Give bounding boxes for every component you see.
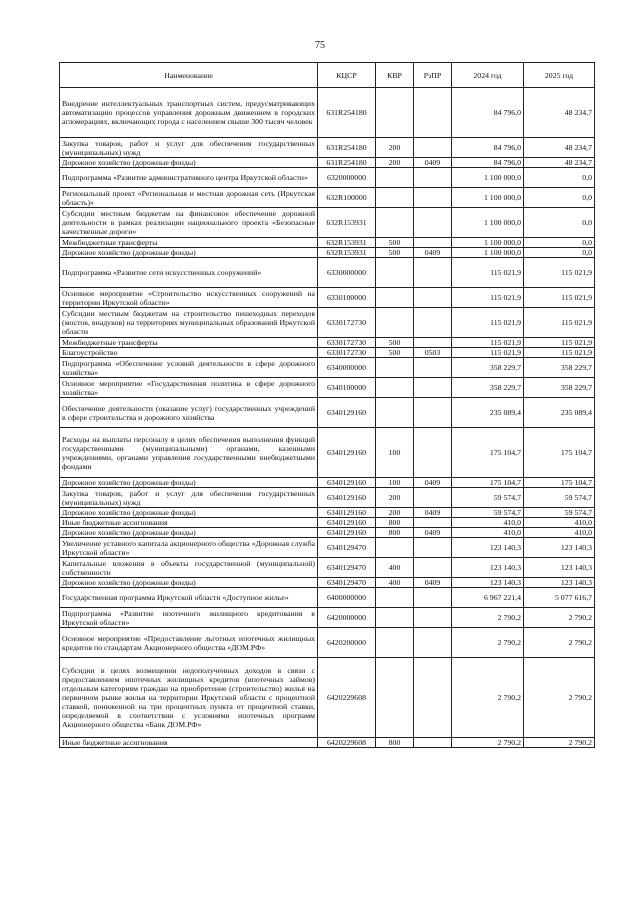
- cell-name: Иные бюджетные ассигнования: [60, 518, 318, 528]
- cell-rzpr: [414, 518, 452, 528]
- cell-kcsr: 6340129160: [318, 518, 376, 528]
- cell-kcsr: 6340129160: [318, 508, 376, 518]
- cell-2024: 123 140,3: [452, 578, 524, 588]
- table-row: [60, 628, 595, 658]
- cell-rzpr: [414, 538, 452, 558]
- cell-2025: 5 077 616,7: [524, 588, 595, 608]
- cell-rzpr: [414, 658, 452, 738]
- cell-kcsr: 6330172730: [318, 338, 376, 348]
- cell-2025: 115 021,9: [524, 308, 595, 338]
- table-row: [60, 138, 595, 158]
- cell-2025: 175 104,7: [524, 428, 595, 478]
- cell-2024: 2 790,2: [452, 738, 524, 748]
- cell-name: Межбюджетные трансферты: [60, 338, 318, 348]
- table-row: [60, 308, 595, 338]
- cell-2024: 235 089,4: [452, 398, 524, 428]
- table-row: [60, 378, 595, 398]
- budget-table: [59, 62, 595, 748]
- cell-2025: 59 574,7: [524, 488, 595, 508]
- cell-kcsr: 6340000000: [318, 358, 376, 378]
- cell-rzpr: 0409: [414, 578, 452, 588]
- table-row: [60, 738, 595, 748]
- cell-kvr: 200: [376, 158, 414, 168]
- cell-rzpr: [414, 188, 452, 208]
- cell-name: Закупка товаров, работ и услуг для обеспечения государственных (муниципальных) нужд: [60, 488, 318, 508]
- cell-name: Увеличение уставного капитала акционерного общества «Дорожная служба Иркутской области»: [60, 538, 318, 558]
- cell-2024: 115 021,9: [452, 288, 524, 308]
- cell-name: Субсидии местным бюджетам на финансовое обеспечение дорожной деятельности в рамках реализации национального проекта «Безопасные качественные дороги»: [60, 208, 318, 238]
- cell-kvr: [376, 88, 414, 138]
- cell-rzpr: [414, 138, 452, 158]
- table-header-row: [60, 63, 595, 88]
- cell-kvr: 200: [376, 508, 414, 518]
- cell-kcsr: 6340129470: [318, 578, 376, 588]
- cell-2024: 84 796,0: [452, 158, 524, 168]
- cell-2024: 175 104,7: [452, 478, 524, 488]
- cell-rzpr: [414, 358, 452, 378]
- cell-2024: 59 574,7: [452, 508, 524, 518]
- cell-name: Дорожное хозяйство (дорожные фонды): [60, 478, 318, 488]
- cell-kcsr: 6340129160: [318, 398, 376, 428]
- cell-kvr: [376, 378, 414, 398]
- table-row: [60, 488, 595, 508]
- cell-kvr: [376, 358, 414, 378]
- cell-2024: 1 100 000,0: [452, 238, 524, 248]
- cell-kvr: 500: [376, 338, 414, 348]
- cell-kvr: [376, 538, 414, 558]
- cell-rzpr: 0409: [414, 508, 452, 518]
- cell-kvr: [376, 188, 414, 208]
- cell-kcsr: 6340129160: [318, 428, 376, 478]
- cell-rzpr: [414, 88, 452, 138]
- cell-name: Межбюджетные трансферты: [60, 238, 318, 248]
- cell-name: Дорожное хозяйство (дорожные фонды): [60, 528, 318, 538]
- column-header-2024: 2024 год: [452, 63, 524, 88]
- cell-kcsr: 632R153931: [318, 208, 376, 238]
- cell-rzpr: [414, 288, 452, 308]
- table-row: [60, 338, 595, 348]
- cell-2024: 1 100 000,0: [452, 248, 524, 258]
- cell-2025: 2 790,2: [524, 738, 595, 748]
- cell-2024: 2 790,2: [452, 628, 524, 658]
- table-row: [60, 188, 595, 208]
- cell-2024: 6 967 221,4: [452, 588, 524, 608]
- cell-kcsr: 6340129470: [318, 538, 376, 558]
- cell-kvr: 400: [376, 558, 414, 578]
- column-header-name: Наименование: [60, 63, 318, 88]
- cell-kvr: 500: [376, 238, 414, 248]
- cell-kvr: [376, 258, 414, 288]
- table-row: [60, 508, 595, 518]
- cell-kvr: [376, 628, 414, 658]
- cell-kcsr: 632R153931: [318, 238, 376, 248]
- cell-2025: 115 021,9: [524, 258, 595, 288]
- cell-2024: 410,0: [452, 528, 524, 538]
- cell-2025: 410,0: [524, 518, 595, 528]
- cell-kvr: 800: [376, 528, 414, 538]
- cell-kcsr: 6330172730: [318, 348, 376, 358]
- cell-kcsr: 6320000000: [318, 168, 376, 188]
- table-row: [60, 588, 595, 608]
- cell-kcsr: 6330000000: [318, 258, 376, 288]
- cell-2024: 1 100 000,0: [452, 168, 524, 188]
- cell-rzpr: [414, 338, 452, 348]
- cell-name: Субсидии местным бюджетам на строительство пешеходных переходов (мостов, виадуков) на территориях муниципальных образований Иркутской области: [60, 308, 318, 338]
- cell-rzpr: 0503: [414, 348, 452, 358]
- cell-2025: 115 021,9: [524, 338, 595, 348]
- table-row: [60, 88, 595, 138]
- cell-kvr: [376, 288, 414, 308]
- cell-name: Основное мероприятие «Строительство искусственных сооружений на территории Иркутской области»: [60, 288, 318, 308]
- cell-kcsr: 6330100000: [318, 288, 376, 308]
- table-row: [60, 288, 595, 308]
- cell-rzpr: [414, 738, 452, 748]
- cell-name: Подпрограмма «Обеспечение условий деятельности в сфере дорожного хозяйства»: [60, 358, 318, 378]
- cell-kvr: [376, 398, 414, 428]
- cell-2024: 84 796,0: [452, 88, 524, 138]
- cell-rzpr: [414, 398, 452, 428]
- cell-2025: 115 021,9: [524, 348, 595, 358]
- cell-kvr: 200: [376, 488, 414, 508]
- cell-name: Закупка товаров, работ и услуг для обеспечения государственных (муниципальных) нужд: [60, 138, 318, 158]
- cell-2025: 2 790,2: [524, 658, 595, 738]
- cell-name: Дорожное хозяйство (дорожные фонды): [60, 248, 318, 258]
- table-row: [60, 348, 595, 358]
- cell-2025: 358 229,7: [524, 378, 595, 398]
- cell-rzpr: 0409: [414, 528, 452, 538]
- column-header-rzpr: РзПР: [414, 63, 452, 88]
- cell-rzpr: 0409: [414, 478, 452, 488]
- cell-2024: 59 574,7: [452, 488, 524, 508]
- cell-2025: 2 790,2: [524, 608, 595, 628]
- cell-2025: 175 104,7: [524, 478, 595, 488]
- cell-kvr: 100: [376, 478, 414, 488]
- cell-2025: 0,0: [524, 208, 595, 238]
- cell-kvr: [376, 658, 414, 738]
- table-row: [60, 398, 595, 428]
- column-header-kcsr: КЦСР: [318, 63, 376, 88]
- cell-2024: 175 104,7: [452, 428, 524, 478]
- table-row: [60, 608, 595, 628]
- cell-kcsr: 6420229608: [318, 738, 376, 748]
- cell-2024: 2 790,2: [452, 608, 524, 628]
- table-row: [60, 538, 595, 558]
- cell-rzpr: [414, 168, 452, 188]
- cell-2025: 2 790,2: [524, 628, 595, 658]
- cell-kvr: [376, 608, 414, 628]
- cell-kcsr: 6420200000: [318, 628, 376, 658]
- cell-kcsr: 6340100000: [318, 378, 376, 398]
- cell-name: Подпрограмма «Развитие административного центра Иркутской области»: [60, 168, 318, 188]
- cell-2025: 410,0: [524, 528, 595, 538]
- cell-rzpr: [414, 488, 452, 508]
- cell-2024: 115 021,9: [452, 338, 524, 348]
- cell-2025: 0,0: [524, 238, 595, 248]
- cell-2025: 358 229,7: [524, 358, 595, 378]
- cell-2024: 84 796,0: [452, 138, 524, 158]
- cell-2025: 48 234,7: [524, 88, 595, 138]
- cell-2025: 123 140,3: [524, 578, 595, 588]
- table-row: [60, 248, 595, 258]
- cell-rzpr: [414, 378, 452, 398]
- cell-2024: 115 021,9: [452, 258, 524, 288]
- cell-name: Капитальные вложения в объекты государственной (муниципальной) собственности: [60, 558, 318, 578]
- cell-kvr: 200: [376, 138, 414, 158]
- cell-2024: 123 140,3: [452, 558, 524, 578]
- cell-name: Расходы на выплаты персоналу в целях обеспечения выполнения функций государственными (муниципальными) органами, казенными учреждениями, органами управления государственными внебюджетными фондами: [60, 428, 318, 478]
- cell-name: Благоустройство: [60, 348, 318, 358]
- cell-2025: 48 234,7: [524, 158, 595, 168]
- cell-rzpr: [414, 258, 452, 288]
- cell-2024: 1 100 000,0: [452, 208, 524, 238]
- cell-2024: 358 229,7: [452, 358, 524, 378]
- cell-name: Государственная программа Иркутской области «Доступное жилье»: [60, 588, 318, 608]
- table-row: [60, 578, 595, 588]
- cell-name: Основное мероприятие «Предоставление льготных ипотечных жилищных кредитов по стандартам Акционерного общества «ДОМ.РФ»: [60, 628, 318, 658]
- cell-2024: 2 790,2: [452, 658, 524, 738]
- cell-2025: 0,0: [524, 168, 595, 188]
- table-row: [60, 208, 595, 238]
- cell-2025: 48 234,7: [524, 138, 595, 158]
- cell-kcsr: 6340129470: [318, 558, 376, 578]
- cell-kcsr: 6340129160: [318, 488, 376, 508]
- cell-rzpr: 0409: [414, 248, 452, 258]
- cell-rzpr: [414, 608, 452, 628]
- cell-name: Дорожное хозяйство (дорожные фонды): [60, 158, 318, 168]
- cell-name: Иные бюджетные ассигнования: [60, 738, 318, 748]
- table-row: [60, 358, 595, 378]
- cell-rzpr: [414, 238, 452, 248]
- cell-2024: 123 140,3: [452, 538, 524, 558]
- cell-name: Субсидии в целях возмещения недополученных доходов в связи с предоставлением ипотечных жилищных кредитов (ипотечных займов) отдельным категориям граждан на приобретение (строительство) жилья на первичном рынке жилья на территории Иркутской области с процентной ставкой, пониженной на три процентных пункта от процентной ставки, определяемой в соответствии с условиями ипотечных программ Акционерного общества «Банк ДОМ.РФ»: [60, 658, 318, 738]
- cell-kcsr: 632R153931: [318, 248, 376, 258]
- cell-kvr: [376, 308, 414, 338]
- cell-kvr: 500: [376, 348, 414, 358]
- cell-2025: 59 574,7: [524, 508, 595, 518]
- cell-kvr: 100: [376, 428, 414, 478]
- cell-2025: 0,0: [524, 188, 595, 208]
- cell-rzpr: 0409: [414, 158, 452, 168]
- cell-2025: 235 089,4: [524, 398, 595, 428]
- cell-name: Обеспечение деятельности (оказание услуг) государственных учреждений в сфере строительства и дорожного хозяйства: [60, 398, 318, 428]
- cell-kcsr: 6340129160: [318, 478, 376, 488]
- table-row: [60, 518, 595, 528]
- cell-2024: 410,0: [452, 518, 524, 528]
- table-row: [60, 658, 595, 738]
- table-row: [60, 428, 595, 478]
- cell-name: Основное мероприятие «Государственная политика в сфере дорожного хозяйства»: [60, 378, 318, 398]
- cell-kvr: [376, 588, 414, 608]
- cell-rzpr: [414, 428, 452, 478]
- cell-kcsr: 6420000000: [318, 608, 376, 628]
- column-header-kvr: КВР: [376, 63, 414, 88]
- cell-rzpr: [414, 208, 452, 238]
- cell-2025: 115 021,9: [524, 288, 595, 308]
- cell-2025: 123 140,3: [524, 558, 595, 578]
- cell-kvr: 800: [376, 738, 414, 748]
- cell-kcsr: 6400000000: [318, 588, 376, 608]
- cell-kcsr: 6420229608: [318, 658, 376, 738]
- cell-2025: 123 140,3: [524, 538, 595, 558]
- table-row: [60, 168, 595, 188]
- cell-rzpr: [414, 588, 452, 608]
- cell-rzpr: [414, 628, 452, 658]
- column-header-2025: 2025 год: [524, 63, 595, 88]
- table-row: [60, 238, 595, 248]
- cell-name: Дорожное хозяйство (дорожные фонды): [60, 578, 318, 588]
- cell-name: Подпрограмма «Развитие ипотечного жилищного кредитования в Иркутской области»: [60, 608, 318, 628]
- table-row: [60, 478, 595, 488]
- cell-2025: 0,0: [524, 248, 595, 258]
- cell-kcsr: 632R100000: [318, 188, 376, 208]
- table-row: [60, 258, 595, 288]
- cell-rzpr: [414, 308, 452, 338]
- cell-rzpr: [414, 558, 452, 578]
- cell-kvr: 800: [376, 518, 414, 528]
- cell-kvr: [376, 208, 414, 238]
- cell-kcsr: 6330172730: [318, 308, 376, 338]
- cell-kvr: 500: [376, 248, 414, 258]
- cell-name: Внедрение интеллектуальных транспортных систем, предусматривающих автоматизацию процессов управления дорожным движением в городских агломерациях, включающих города с населением свыше 300 тысяч человек: [60, 88, 318, 138]
- cell-kvr: 400: [376, 578, 414, 588]
- cell-name: Региональный проект «Региональная и местная дорожная сеть (Иркутская область)»: [60, 188, 318, 208]
- cell-name: Дорожное хозяйство (дорожные фонды): [60, 508, 318, 518]
- cell-kcsr: 631R254180: [318, 158, 376, 168]
- cell-kcsr: 6340129160: [318, 528, 376, 538]
- cell-2024: 358 229,7: [452, 378, 524, 398]
- cell-2024: 115 021,9: [452, 348, 524, 358]
- table-row: [60, 158, 595, 168]
- page-number: 75: [315, 40, 325, 51]
- cell-2024: 1 100 000,0: [452, 188, 524, 208]
- cell-2024: 115 021,9: [452, 308, 524, 338]
- cell-kvr: [376, 168, 414, 188]
- cell-kcsr: 631R254180: [318, 88, 376, 138]
- cell-name: Подпрограмма «Развитие сети искусственных сооружений»: [60, 258, 318, 288]
- table-row: [60, 558, 595, 578]
- cell-kcsr: 631R254180: [318, 138, 376, 158]
- table-row: [60, 528, 595, 538]
